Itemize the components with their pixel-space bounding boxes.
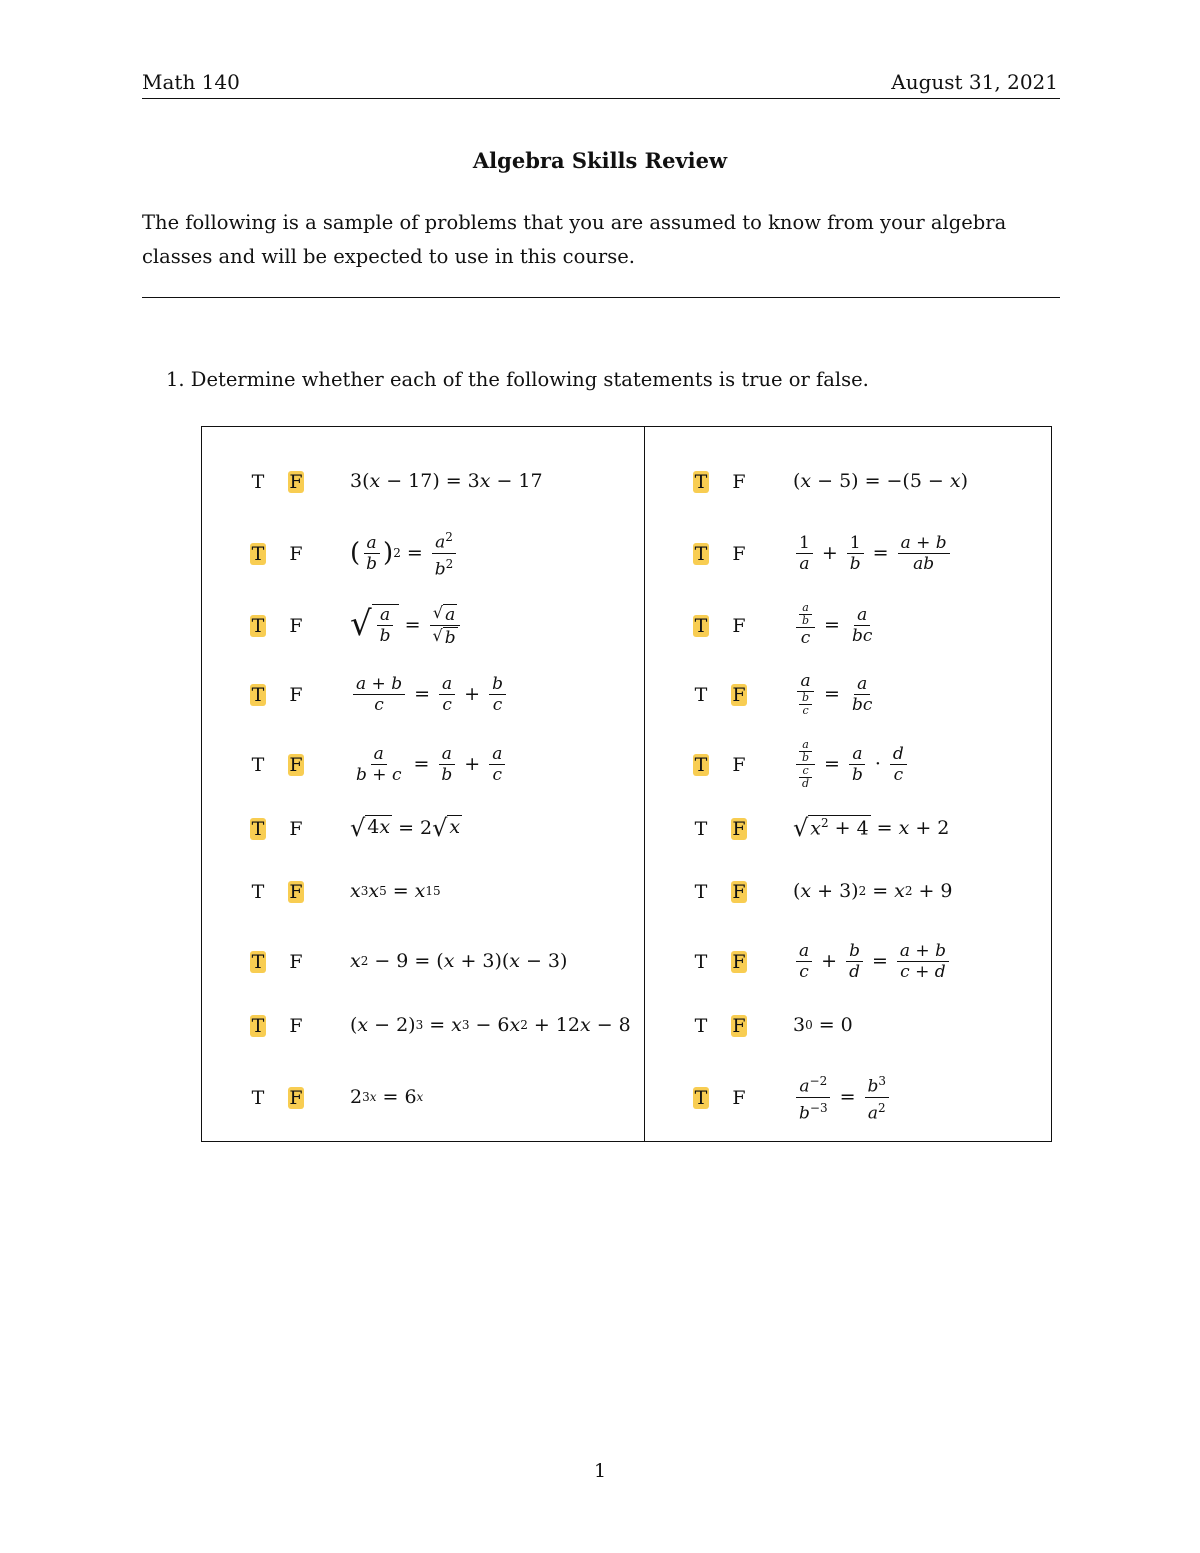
false-option[interactable]: F — [289, 471, 303, 493]
equation: $\frac{a}{b + c}$ = $\frac{a}{b}$ + $\frac{a}{c}$ — [350, 744, 508, 784]
false-option[interactable]: F — [289, 951, 303, 973]
false-option[interactable]: F — [289, 881, 303, 903]
true-option[interactable]: T — [251, 543, 265, 565]
header-date: August 31, 2021 — [891, 70, 1058, 94]
false-option[interactable]: F — [289, 818, 303, 840]
true-option[interactable]: T — [251, 1015, 265, 1037]
equation: √ $\frac{a}{b}$ = √ a √ b — [350, 605, 464, 645]
table-column-divider — [644, 426, 645, 1142]
false-option[interactable]: F — [289, 754, 303, 776]
true-option[interactable]: T — [694, 684, 708, 706]
question-1-prompt: 1. Determine whether each of the following statements is true or false. — [166, 368, 869, 391]
equation: x 2 − 9 = ( x + 3)( x − 3) — [350, 950, 568, 972]
equation: $\frac{a}{\frac{b}{c}}$ = $\frac{a}{bc}$ — [793, 674, 878, 714]
true-option[interactable]: T — [694, 951, 708, 973]
equation: ( x − 2) 3 = x 3 − 6 x 2 + 12 x − 8 — [350, 1014, 631, 1036]
equation: 3 0 = 0 — [793, 1014, 853, 1036]
true-option[interactable]: T — [251, 881, 265, 903]
equation: 3( x − 17) = 3 x − 17 — [350, 470, 543, 492]
true-option[interactable]: T — [251, 1087, 265, 1109]
true-option[interactable]: T — [251, 471, 265, 493]
equation: ( x − 5) = −(5 − x ) — [793, 470, 968, 492]
false-option[interactable]: F — [732, 684, 746, 706]
true-option[interactable]: T — [251, 951, 265, 973]
equation: $\frac{\frac{a}{b}}{c}$ = $\frac{a}{bc}$ — [793, 605, 878, 645]
intro-paragraph: The following is a sample of problems that you are assumed to know from your algebra classes and will be expected to use in this course. — [142, 211, 1007, 268]
true-option[interactable]: T — [694, 615, 708, 637]
false-option[interactable]: F — [732, 471, 746, 493]
false-option[interactable]: F — [732, 951, 746, 973]
equation: ( x + 3) 2 = x 2 + 9 — [793, 880, 953, 902]
equation: $\frac{a}{c}$ + $\frac{b}{d}$ = $\frac{a + b}{c + d}$ — [793, 941, 952, 981]
false-option[interactable]: F — [732, 543, 746, 565]
section-rule — [142, 297, 1060, 298]
false-option[interactable]: F — [732, 1087, 746, 1109]
header-rule — [142, 98, 1060, 99]
true-option[interactable]: T — [251, 818, 265, 840]
false-option[interactable]: F — [732, 818, 746, 840]
false-option[interactable]: F — [732, 754, 746, 776]
equation: $\frac{a + b}{c}$ = $\frac{a}{c}$ + $\frac{b}{c}$ — [350, 674, 509, 714]
true-option[interactable]: T — [694, 818, 708, 840]
page-number: 1 — [593, 1460, 607, 1482]
true-option[interactable]: T — [694, 543, 708, 565]
header-course: Math 140 — [142, 70, 240, 94]
equation: √ 4x = 2 √ x — [350, 814, 461, 842]
equation: √ $x^2 + 4$ = x + 2 — [793, 814, 950, 842]
false-option[interactable]: F — [732, 1015, 746, 1037]
equation: ( $\frac{a}{b}$ ) 2 = $\frac{a^2}{b^2}$ — [350, 533, 459, 573]
false-option[interactable]: F — [289, 543, 303, 565]
false-option[interactable]: F — [732, 615, 746, 637]
true-option[interactable]: T — [694, 1087, 708, 1109]
true-option[interactable]: T — [251, 615, 265, 637]
equation: 2 3x = 6 x — [350, 1086, 424, 1108]
false-option[interactable]: F — [732, 881, 746, 903]
equation: $\frac{1}{a}$ + $\frac{1}{b}$ = $\frac{a + b}{ab}$ — [793, 533, 953, 573]
false-option[interactable]: F — [289, 684, 303, 706]
equation: $\frac{\frac{a}{b}}{\frac{c}{d}}$ = $\frac{a}{b}$ · $\frac{d}{c}$ — [793, 744, 910, 784]
true-option[interactable]: T — [251, 754, 265, 776]
true-option[interactable]: T — [251, 684, 265, 706]
false-option[interactable]: F — [289, 615, 303, 637]
true-option[interactable]: T — [694, 471, 708, 493]
true-option[interactable]: T — [694, 754, 708, 776]
false-option[interactable]: F — [289, 1015, 303, 1037]
page-title: Algebra Skills Review — [472, 148, 728, 173]
equation: $\frac{a^{-2}}{b^{-3}}$ = $\frac{b^3}{a^2}$ — [793, 1077, 892, 1117]
false-option[interactable]: F — [289, 1087, 303, 1109]
true-option[interactable]: T — [694, 1015, 708, 1037]
equation: x 3 x 5 = x 15 — [350, 880, 441, 902]
true-option[interactable]: T — [694, 881, 708, 903]
